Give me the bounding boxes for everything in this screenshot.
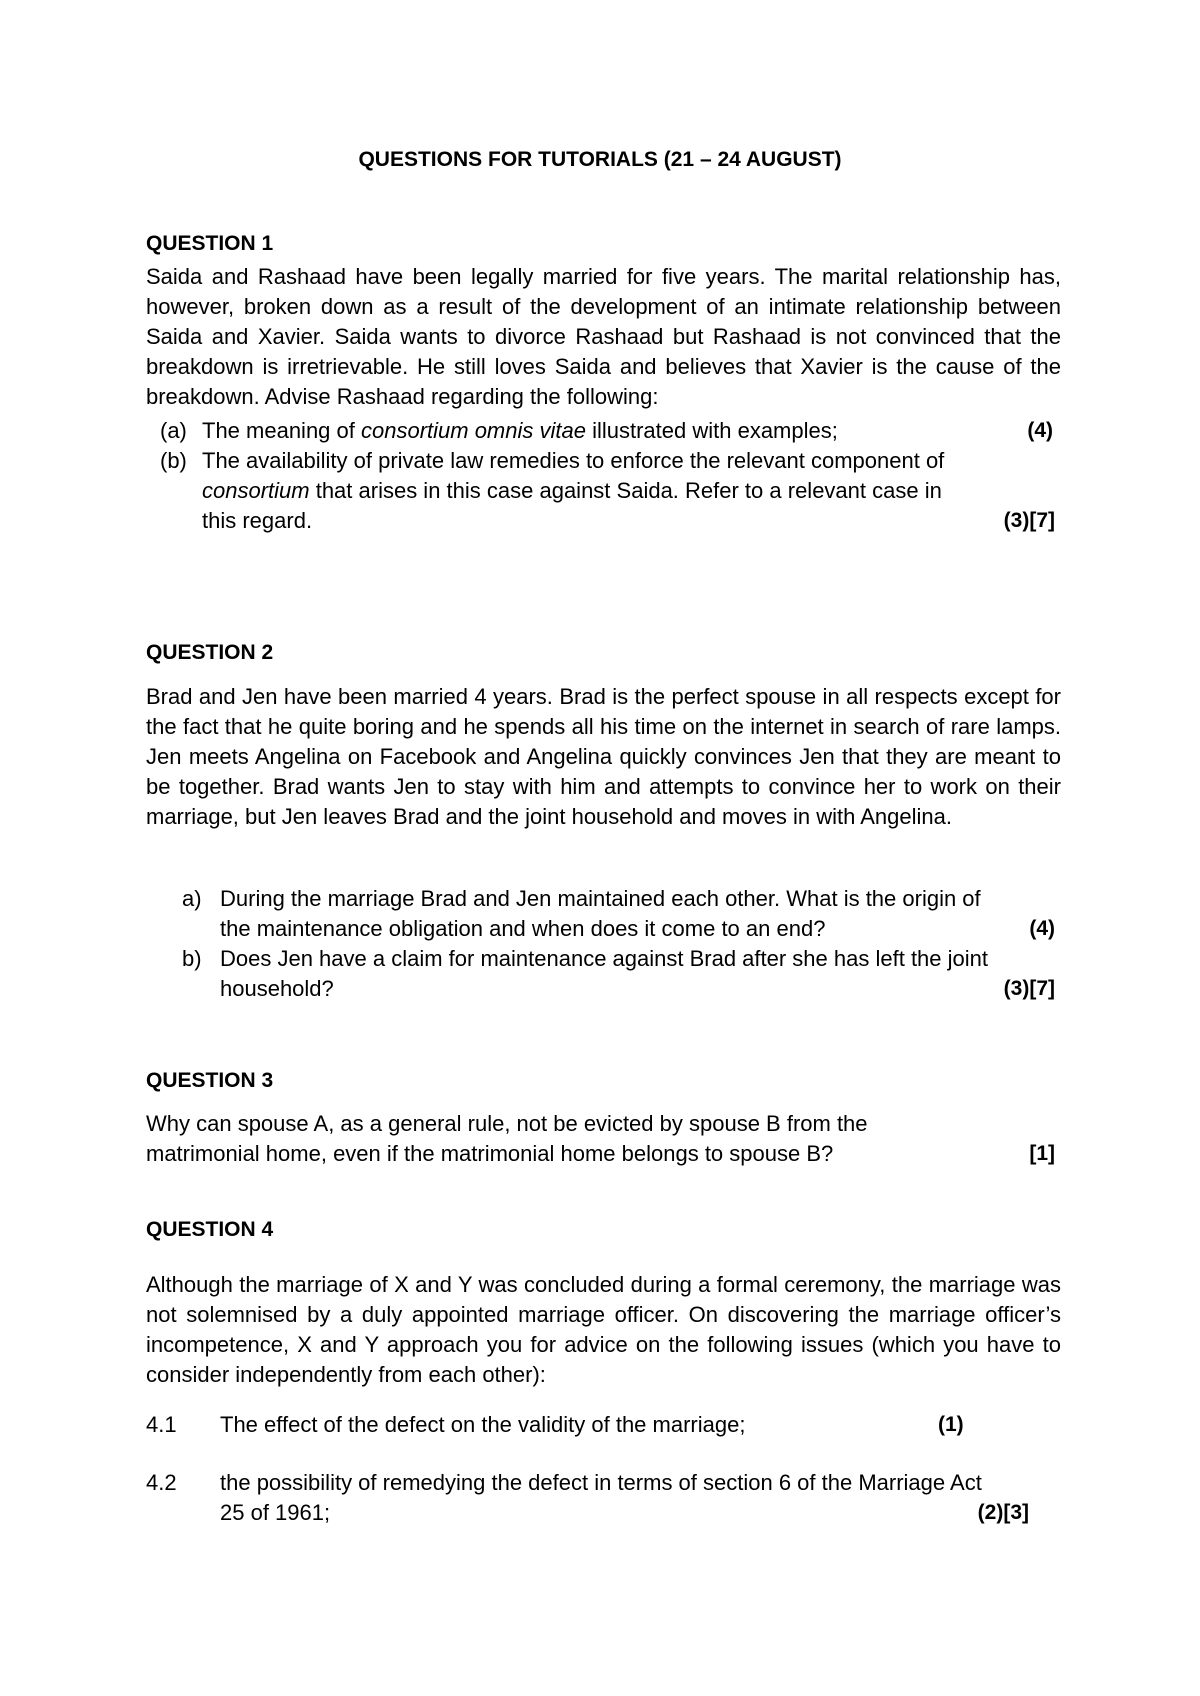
item-text (220, 944, 1055, 1004)
item-text (202, 416, 838, 446)
item-label: 4.1 (146, 1412, 177, 1437)
question-3-line: Why can spouse A, as a general rule, not be evicted by spouse B from the (146, 1111, 868, 1136)
question-3-line-text: matrimonial home, even if the matrimonial home belongs to spouse B? (146, 1141, 834, 1166)
question-1-intro: Saida and Rashaad have been legally married for five years. The marital relationship has, however, broken down as a result of the development of an intimate relationship between Saida and Xavier. Saida wants to divorce Rashaad but Rashaad is not convinced that the breakdown is irretrievable. He still loves Saida and believes that Xavier is the cause of the breakdown. Advise Rashaad regarding the following: (146, 264, 1061, 409)
item-line: During the marriage Brad and Jen maintained each other. What is the origin of (220, 886, 981, 911)
item-text-italic: consortium omnis vitae (360, 418, 586, 443)
question-3-heading: QUESTION 3 (146, 1069, 274, 1092)
question-2-item-b (182, 944, 1055, 1006)
question-2-intro: Brad and Jen have been married 4 years. Brad is the perfect spouse in all respects except for the fact that he quite boring and he spends all his time on the internet in search of rare lamps. Jen meets Angelina on Facebook and Angelina quickly convinces Jen that they are meant to be together. Brad wants Jen to stay with him and attempts to convince her to work on their marriage, but Jen leaves Brad and the joint household and moves in with Angelina. (146, 684, 1061, 829)
item-line (202, 506, 1055, 536)
item-line-text: the maintenance obligation and when does it come to an end? (220, 916, 826, 941)
item-line: Does Jen have a claim for maintenance against Brad after she has left the joint (220, 946, 988, 971)
question-1-item-b (160, 446, 1055, 538)
item-text-post: that arises in this case against Saida. Refer to a relevant case in (309, 478, 942, 503)
item-line (220, 1498, 1029, 1528)
item-line: the possibility of remedying the defect in terms of section 6 of the Marriage Act (220, 1470, 982, 1495)
item-line-text: this regard. (202, 508, 313, 533)
question-3-body (146, 1109, 1055, 1171)
mark: (3)[7] (1003, 509, 1055, 532)
item-text (202, 446, 1055, 536)
question-4-intro: Although the marriage of X and Y was concluded during a formal ceremony, the marriage was not solemnised by a duly appointed marriage officer. On discovering the marriage officer’s incompetence, X and Y approach you for advice on the following issues (which you have to consider independently from each other): (146, 1272, 1061, 1387)
item-text-italic: consortium (202, 478, 310, 503)
question-1-heading: QUESTION 1 (146, 232, 274, 255)
item-label: 4.2 (146, 1470, 177, 1495)
question-3-line (146, 1139, 1055, 1169)
item-line (202, 476, 1055, 506)
item-text-post: illustrated with examples; (585, 418, 838, 443)
question-2-item-a (182, 884, 1055, 946)
item-line (220, 914, 1055, 944)
item-text (220, 884, 1055, 944)
item-label: (a) (160, 418, 187, 443)
item-text-pre: The meaning of (202, 418, 361, 443)
mark: (4) (1029, 917, 1055, 940)
item-line: The availability of private law remedies to enforce the relevant component of (202, 448, 945, 473)
page-title: QUESTIONS FOR TUTORIALS (21 – 24 AUGUST) (358, 148, 842, 171)
item-label: a) (182, 886, 202, 911)
mark: (1) (938, 1413, 964, 1436)
question-4-item-2 (146, 1468, 1061, 1530)
mark: [1] (1029, 1142, 1055, 1165)
question-4-item-1 (146, 1410, 966, 1442)
question-2-heading: QUESTION 2 (146, 641, 274, 664)
item-text (220, 1468, 1061, 1528)
mark: (2)[3] (977, 1501, 1029, 1524)
item-line-text: 25 of 1961; (220, 1500, 331, 1525)
mark: (3)[7] (1003, 977, 1055, 1000)
item-line (220, 974, 1055, 1004)
item-label: (b) (160, 448, 187, 473)
item-text: The effect of the defect on the validity of the marriage; (220, 1412, 746, 1437)
item-line-text: household? (220, 976, 334, 1001)
mark: (4) (1027, 419, 1053, 442)
question-4-heading: QUESTION 4 (146, 1218, 274, 1241)
item-label: b) (182, 946, 202, 971)
